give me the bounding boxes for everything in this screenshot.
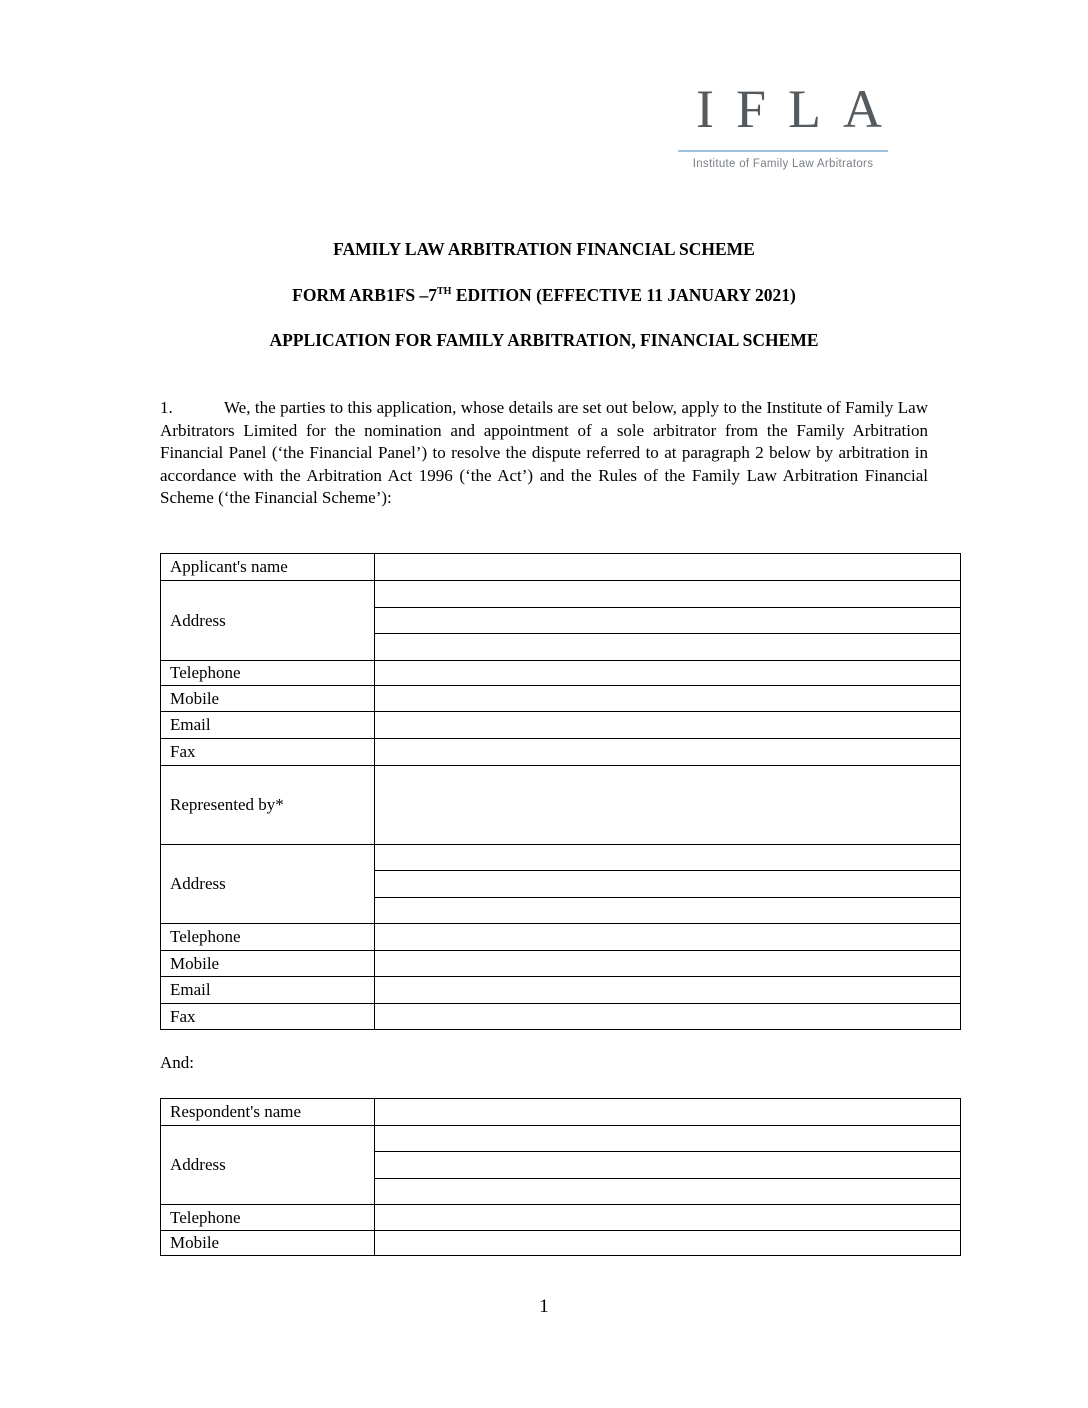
representative-address-line-1[interactable] xyxy=(375,845,961,871)
representative-address-label: Address xyxy=(161,845,375,924)
applicant-email-label: Email xyxy=(161,712,375,739)
applicant-name-label: Applicant's name xyxy=(161,554,375,581)
form-edition-title xyxy=(0,285,1088,306)
respondent-address-line-1[interactable] xyxy=(375,1126,961,1152)
representative-address-line-3[interactable] xyxy=(375,898,961,924)
respondent-mobile-label: Mobile xyxy=(161,1231,375,1256)
representative-telephone-field[interactable] xyxy=(375,924,961,951)
representative-mobile-field[interactable] xyxy=(375,951,961,977)
applicant-address-line-1[interactable] xyxy=(375,581,961,608)
respondent-address-line-2[interactable] xyxy=(375,1152,961,1179)
edition-superscript: TH xyxy=(437,286,452,298)
and-text: And: xyxy=(160,1053,194,1072)
respondent-name-label: Respondent's name xyxy=(161,1099,375,1126)
form-edition-text-rest: EDITION (EFFECTIVE 11 JANUARY 2021) xyxy=(451,285,796,305)
applicant-address-label: Address xyxy=(161,581,375,661)
applicant-mobile-field[interactable] xyxy=(375,686,961,712)
respondent-name-field[interactable] xyxy=(375,1099,961,1126)
representative-mobile-label: Mobile xyxy=(161,951,375,977)
paragraph-1 xyxy=(160,397,928,510)
paragraph-number: 1. xyxy=(160,398,173,417)
respondent-address-line-3[interactable] xyxy=(375,1179,961,1205)
applicant-address-line-3[interactable] xyxy=(375,634,961,661)
representative-fax-field[interactable] xyxy=(375,1004,961,1030)
form-edition-text: FORM ARB1FS –7 xyxy=(292,285,438,305)
applicant-table xyxy=(160,553,961,1030)
representative-email-label: Email xyxy=(161,977,375,1004)
respondent-telephone-field[interactable] xyxy=(375,1205,961,1231)
applicant-fax-field[interactable] xyxy=(375,739,961,766)
representative-telephone-label: Telephone xyxy=(161,924,375,951)
applicant-telephone-label: Telephone xyxy=(161,661,375,686)
ifla-logo xyxy=(678,79,904,170)
representative-fax-label: Fax xyxy=(161,1004,375,1030)
representative-email-field[interactable] xyxy=(375,977,961,1004)
respondent-telephone-label: Telephone xyxy=(161,1205,375,1231)
respondent-table xyxy=(160,1098,961,1256)
respondent-mobile-field[interactable] xyxy=(375,1231,961,1256)
respondent-address-label: Address xyxy=(161,1126,375,1205)
scheme-title: FAMILY LAW ARBITRATION FINANCIAL SCHEME xyxy=(333,239,755,259)
page-number: 1 xyxy=(539,1296,549,1317)
application-title: APPLICATION FOR FAMILY ARBITRATION, FINANCIAL SCHEME xyxy=(269,330,819,350)
applicant-name-field[interactable] xyxy=(375,554,961,581)
represented-by-field[interactable] xyxy=(375,766,961,845)
represented-by-label: Represented by* xyxy=(161,766,375,845)
applicant-address-line-2[interactable] xyxy=(375,608,961,634)
representative-address-line-2[interactable] xyxy=(375,871,961,898)
applicant-mobile-label: Mobile xyxy=(161,686,375,712)
paragraph-text: We, the parties to this application, whose details are set out below, apply to the Institute of Family Law Arbitrators Limited for the nomination and appointment of a sole arbitrator from the Family Arbitration Financial Panel (‘the Financial Panel’) to resolve the dispute referred to at paragraph 2 below by arbitration in accordance with the Arbitration Act 1996 (‘the Act’) and the Rules of the Family Law Arbitration Financial Scheme (‘the Financial Scheme’): xyxy=(160,398,928,507)
logo-subtitle: Institute of Family Law Arbitrators xyxy=(692,158,874,170)
logo-letters: IFLA xyxy=(696,79,904,139)
applicant-fax-label: Fax xyxy=(161,739,375,766)
logo-divider xyxy=(678,150,888,152)
applicant-email-field[interactable] xyxy=(375,712,961,739)
applicant-telephone-field[interactable] xyxy=(375,661,961,686)
